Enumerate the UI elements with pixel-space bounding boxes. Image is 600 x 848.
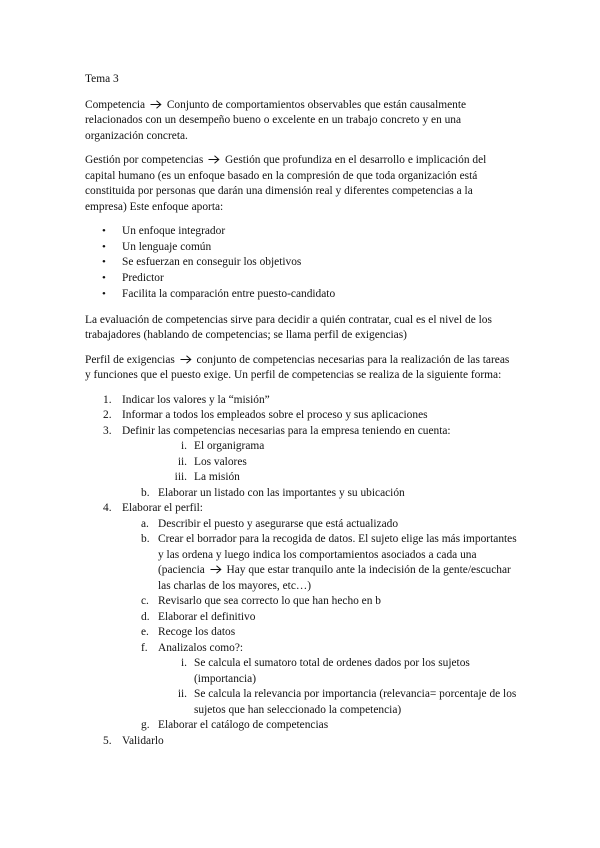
list-item: • Un enfoque integrador: [85, 224, 517, 240]
bullet-icon: •: [102, 225, 106, 237]
page-title: Tema 3: [85, 73, 119, 85]
list-item: e. Recoge los datos: [141, 626, 236, 639]
right-arrow-icon: [150, 100, 162, 109]
list-item: • Se esfuerzan en conseguir los objetivos: [85, 255, 517, 271]
list-item: b. Elaborar un listado con las importantes y su ubicación: [141, 486, 405, 499]
perfil-term: Perfil de exigencias: [85, 353, 175, 366]
steps-list: [85, 393, 517, 750]
gestion-term: Gestión por competencias: [85, 154, 204, 166]
step-4-letter-list: [122, 517, 517, 734]
step-4f-sublist: [158, 656, 517, 718]
list-item: a. Describir el puesto y asegurarse que está actualizado: [141, 517, 399, 530]
list-item: f. Analizalos como?: i. Se calcula el sumatoro total de ordenes dados por los sujetos (importancia) ii. Se calcula la relevancia por importancia (relevancia= porcentaje de los sujetos que han seleccionado la competencia): [122, 641, 517, 719]
list-item: g. Elaborar el catálogo de competencias: [141, 719, 329, 732]
list-item: i. El organigrama: [180, 440, 265, 453]
list-item: • Predictor: [85, 271, 517, 287]
list-item: ii. Se calcula la relevancia por importancia (relevancia= porcentaje de los sujetos que han seleccionado la competencia): [177, 688, 517, 716]
step-3-sublist: [122, 439, 517, 486]
step-4: 4. Elaborar el perfil: a. Describir el puesto y asegurarse que está actualizado b. Crear el borrador para la recogida de datos. El sujeto elige las más importantes y las ordena y luego indica los comportamientos asociados a cada una (paciencia Hay que estar tranquilo ante la indecisión de la gente/escuchar las charlas de los mayores, etc…) c. Revisarlo que sea correcto lo que han hecho en b d. Elaborar el definitivo e. Recoge los datos f. Analizalos como?: i. Se calcula el sumatoro total de ordenes dados por los sujetos (importancia) ii. Se calcula la relevancia por importancia (relevancia= porcentaje de los sujetos que han seleccionado la competencia) g. Elaborar el catálogo de competencias: [85, 501, 517, 734]
list-item: i. Se calcula el sumatoro total de ordenes dados por los sujetos (importancia): [180, 657, 470, 685]
list-item: b. Crear el borrador para la recogida de datos. El sujeto elige las más importantes y las ordena y luego indica los comportamientos asociados a cada una (paciencia Hay que estar tranquilo ante la indecisión de la gente/escuchar las charlas de los mayores, etc…): [141, 533, 517, 592]
perfil-paragraph: [85, 353, 517, 384]
list-item: c. Revisarlo que sea correcto lo que han hecho en b: [141, 595, 381, 608]
bullet-icon: •: [102, 272, 106, 285]
perfil-definition: conjunto de competencias necesarias para la realización de las tareas y funciones que el puesto exige. Un perfil de competencias se realiza de la siguiente forma:: [85, 353, 510, 382]
step-1: 1. Indicar los valores y la “misión”: [103, 393, 270, 406]
aportes-list: [85, 224, 517, 303]
competencia-definition: Conjunto de comportamientos observables que están causalmente relacionados con un desempeño bueno o excelente en un trabajo concreto y en una organización concreta.: [85, 98, 467, 142]
evaluacion-paragraph: La evaluación de competencias sirve para decidir a quién contratar, cual es el nivel de los trabajadores (hablando de competencias; se llama perfil de exigencias): [85, 313, 492, 342]
step-3: 3. Definir las competencias necesarias para la empresa teniendo en cuenta: i. El organigrama ii. Los valores iii. La misión b. Elaborar un listado con las importantes y su ubicación: [85, 424, 517, 502]
list-item: • Facilita la comparación entre puesto-candidato: [85, 287, 517, 303]
bullet-icon: •: [102, 256, 106, 269]
step-5: 5. Validarlo: [103, 734, 164, 747]
step-2: 2. Informar a todos los empleados sobre el proceso y sus aplicaciones: [103, 409, 428, 422]
step-3-letter-list: [122, 486, 517, 502]
bullet-icon: •: [102, 240, 106, 253]
right-arrow-icon: [210, 565, 222, 574]
right-arrow-icon: [208, 155, 220, 164]
list-item: iii. La misión: [174, 471, 240, 484]
gestion-paragraph: [85, 153, 517, 215]
gestion-definition: Gestión que profundiza en el desarrollo e implicación del capital humano (es un enfoque basado en la compresión de que toda organización está constituida por personas que darán una dimensión real y diferentes competencias a la empresa) Este enfoque aporta:: [85, 154, 487, 213]
right-arrow-icon: [180, 355, 192, 364]
list-item: • Un lenguaje común: [85, 240, 517, 256]
competencia-term: Competencia: [85, 98, 146, 111]
list-item: ii. Los valores: [177, 455, 247, 468]
list-item: d. Elaborar el definitivo: [141, 610, 256, 623]
competencia-paragraph: [85, 98, 517, 145]
document-page: [85, 72, 517, 749]
bullet-icon: •: [102, 287, 106, 300]
